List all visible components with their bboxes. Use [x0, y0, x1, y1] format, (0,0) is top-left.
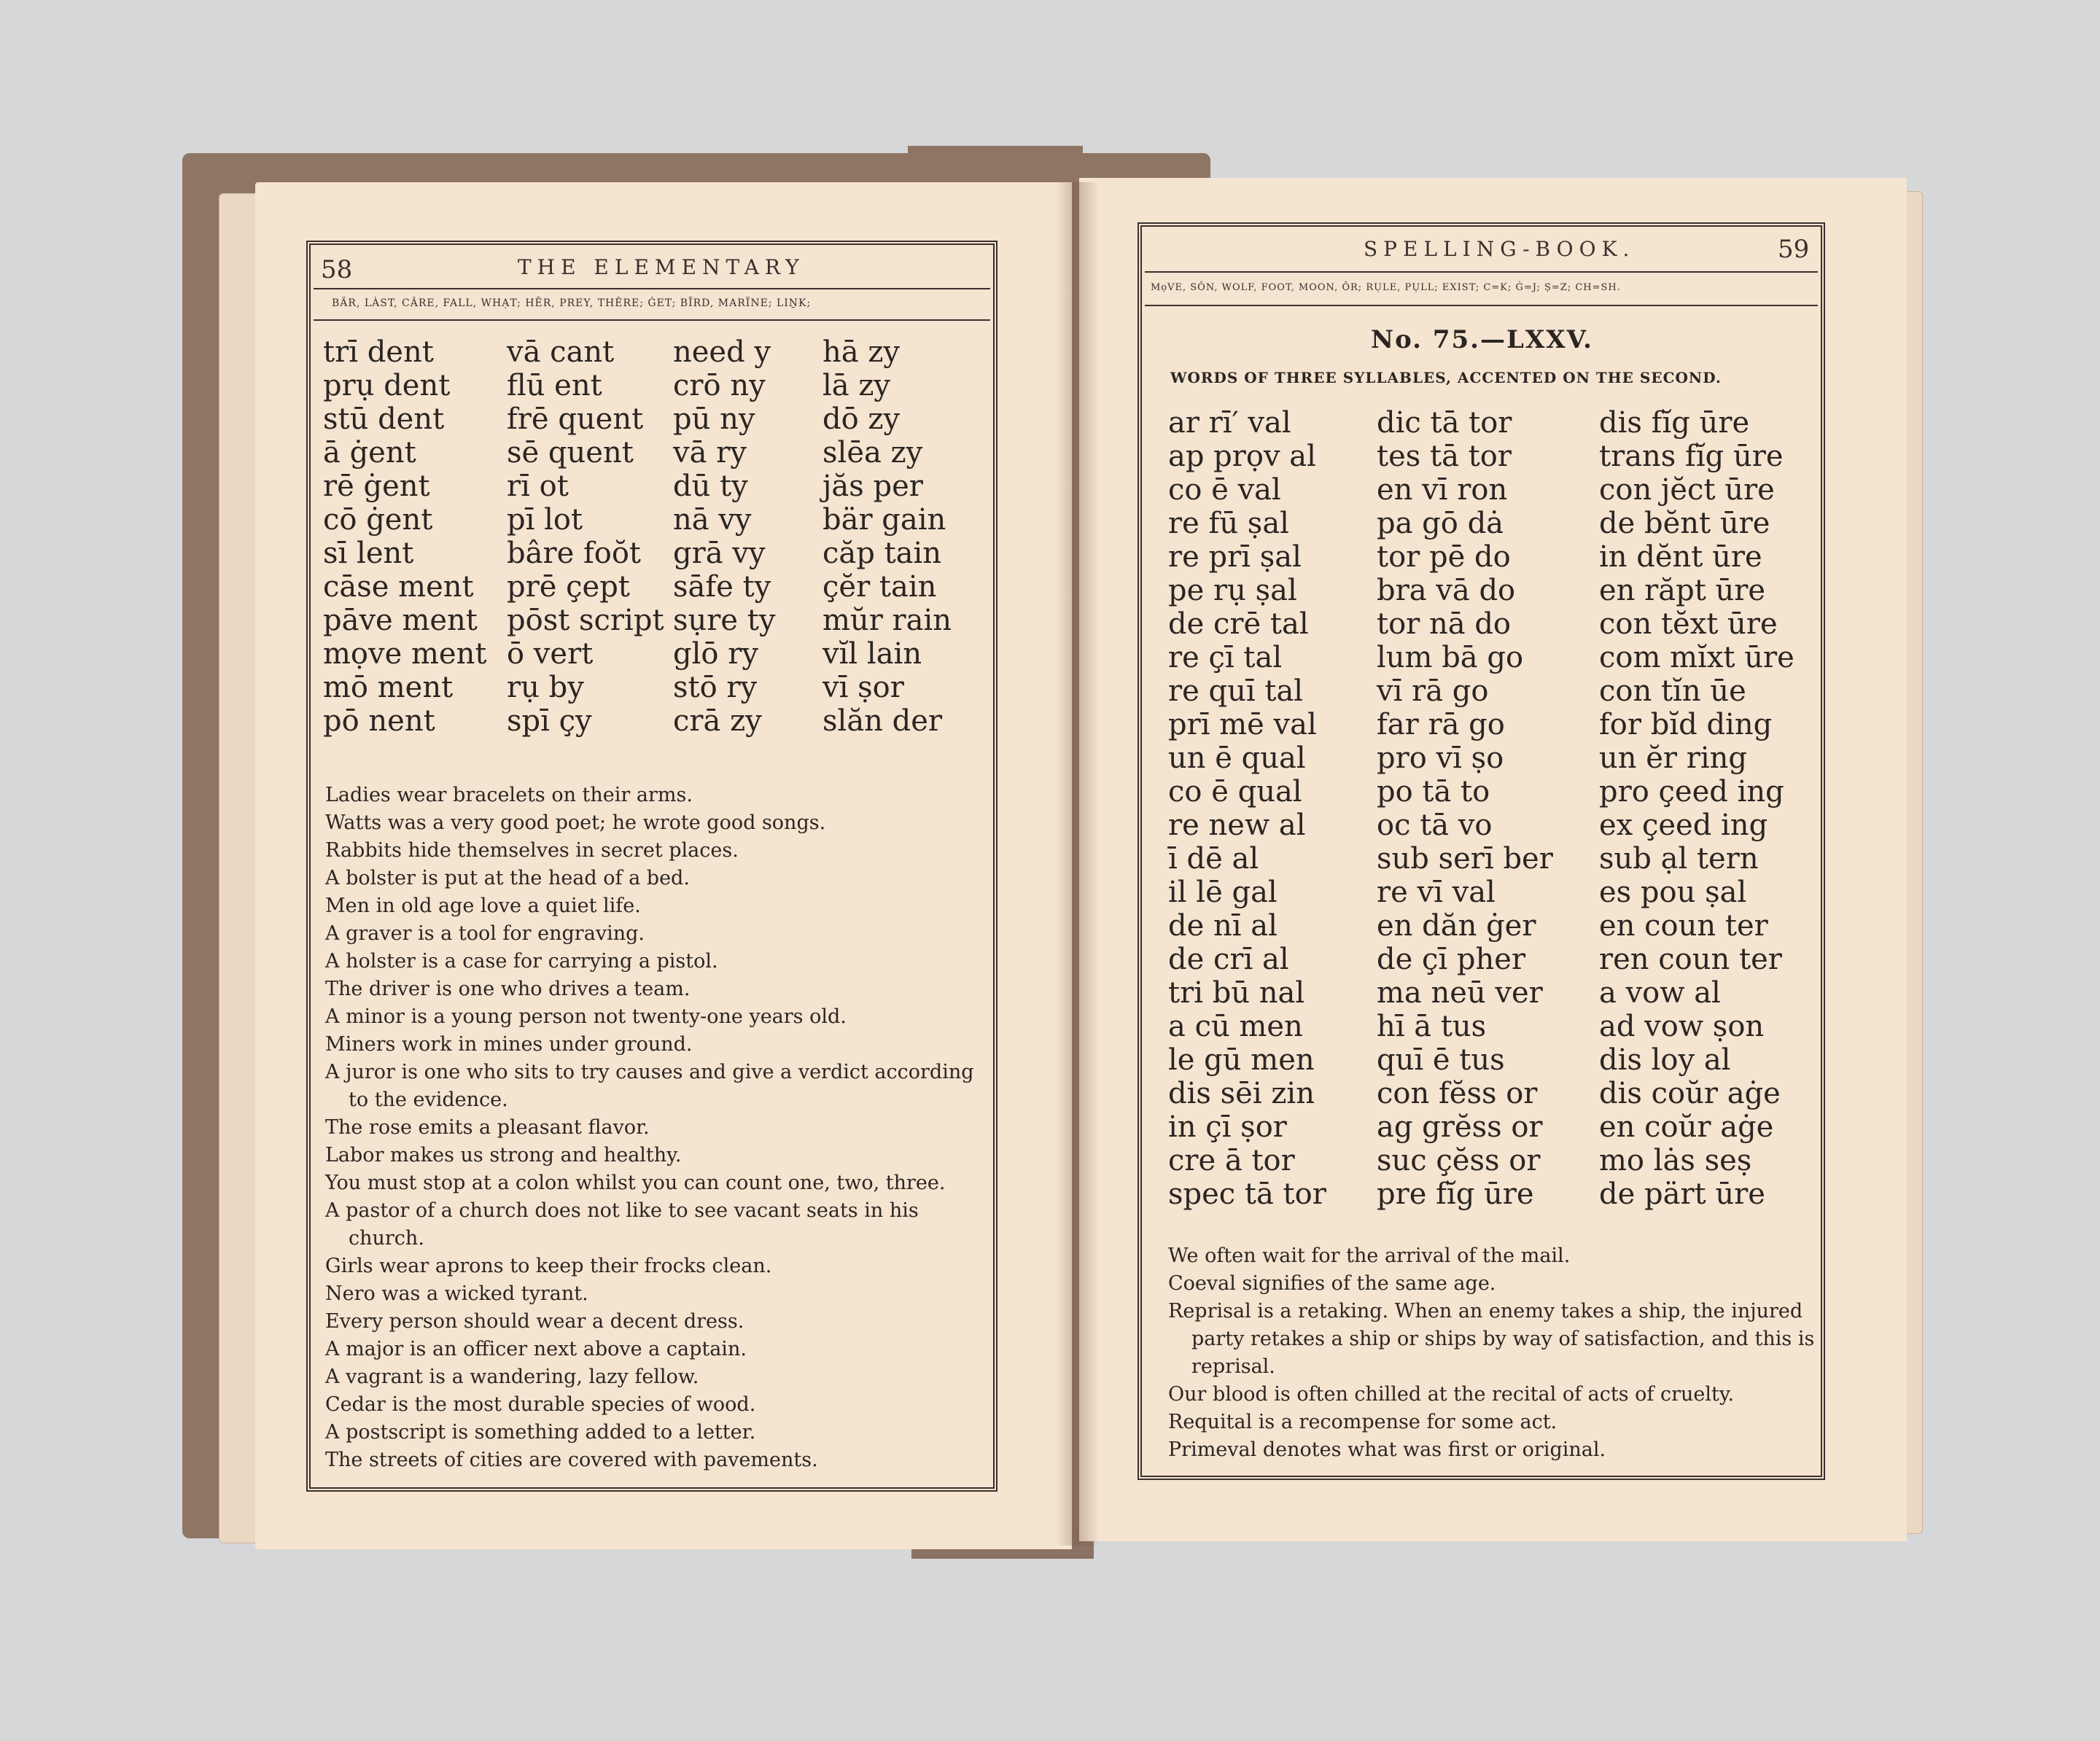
sentence: Primeval denotes what was first or original. [1168, 1438, 1606, 1461]
right-key-rule [1145, 305, 1818, 306]
word: com mĭxt ūre [1599, 641, 1794, 674]
sentence: Reprisal is a retaking. When an enemy takes a ship, the injured party retakes a ship or ships by way of satisfaction, and this is reprisal. [1168, 1300, 1815, 1378]
right-word-column-3 [1599, 406, 1794, 1211]
word: far rā go [1377, 708, 1505, 741]
right-word-column-1 [1168, 406, 1326, 1211]
word: ma neū ver [1377, 976, 1543, 1010]
word: bra vā do [1377, 574, 1516, 607]
word: po tā to [1377, 775, 1490, 809]
sentence: Watts was a very good poet; he wrote good songs. [325, 811, 826, 834]
word: re quī tal [1168, 674, 1304, 708]
word: dis fĭg ūre [1599, 406, 1750, 440]
sentence: Men in old age love a quiet life. [325, 895, 641, 917]
left-key-rule [314, 319, 990, 321]
word: de nī al [1168, 909, 1278, 943]
word: pī lot [507, 503, 583, 537]
word: trī dent [323, 335, 434, 369]
word: vī ṣor [822, 671, 904, 704]
word: pa gō dȧ [1377, 507, 1504, 540]
word: vā cant [507, 335, 615, 369]
word: rē ġent [323, 470, 430, 503]
word: cre ā tor [1168, 1144, 1295, 1177]
sentence: A vagrant is a wandering, lazy fellow. [325, 1366, 699, 1388]
word: slēa zy [822, 436, 923, 470]
word: pro vī ṣo [1377, 741, 1504, 775]
word: de çī pher [1377, 943, 1526, 976]
word: con jĕct ūre [1599, 473, 1775, 507]
word: tor nā do [1377, 607, 1512, 641]
word: rụ by [507, 671, 584, 704]
sentence: A pastor of a church does not like to see vacant seats in his church. [325, 1199, 919, 1250]
word: bär gain [822, 503, 946, 537]
word: glō ry [673, 637, 758, 671]
sentence: The rose emits a pleasant flavor. [325, 1116, 650, 1139]
sentence: A minor is a young person not twenty-one years old. [325, 1005, 847, 1028]
word: a cū men [1168, 1010, 1303, 1043]
word: vā ry [673, 436, 747, 470]
word: crā zy [673, 704, 762, 738]
word: hā zy [822, 335, 900, 369]
word: sub serī ber [1377, 842, 1553, 876]
sentence: Our blood is often chilled at the recital of acts of cruelty. [1168, 1383, 1735, 1406]
word: trans fĭg ūre [1599, 440, 1784, 473]
word: frē quent [507, 402, 644, 436]
word: sub ạl tern [1599, 842, 1759, 876]
word: dū ty [673, 470, 748, 503]
word: en coŭr aġe [1599, 1110, 1774, 1144]
word: in çī ṣor [1168, 1110, 1287, 1144]
sentence: Every person should wear a decent dress. [325, 1310, 744, 1333]
left-word-column-2 [507, 335, 664, 738]
word: need y [673, 335, 771, 369]
word: stū dent [323, 402, 445, 436]
sentence: A juror is one who sits to try causes and give a verdict according to the evidence. [325, 1061, 974, 1111]
word: pāve ment [323, 604, 478, 637]
left-running-title: THE ELEMENTARY [518, 255, 805, 279]
word: ex çeed ing [1599, 809, 1768, 842]
word: mọve ment [323, 637, 487, 671]
word: rī ot [507, 470, 569, 503]
sentence: Requital is a recompense for some act. [1168, 1411, 1558, 1433]
word: jăs per [822, 470, 923, 503]
sentence: Cedar is the most durable species of wood. [325, 1393, 756, 1416]
sentence: Labor makes us strong and healthy. [325, 1144, 682, 1166]
sentence: Miners work in mines under ground. [325, 1033, 693, 1056]
word: prī mē val [1168, 708, 1317, 741]
word: ar rī′ val [1168, 406, 1291, 440]
word: dis loy al [1599, 1043, 1731, 1077]
left-word-column-3 [673, 335, 775, 738]
word: suc çĕss or [1377, 1144, 1541, 1177]
sentence: Ladies wear bracelets on their arms. [325, 784, 693, 806]
word: vĭl lain [822, 637, 922, 671]
word: grā vy [673, 537, 766, 570]
right-header-rule [1145, 271, 1818, 273]
word: ā ġent [323, 436, 416, 470]
word: en dăn ġer [1377, 909, 1536, 943]
right-running-title: SPELLING-BOOK. [1364, 237, 1636, 261]
word: re çī tal [1168, 641, 1283, 674]
word: cō ġent [323, 503, 433, 537]
word: stō ry [673, 671, 758, 704]
word: bâre foŏt [507, 537, 642, 570]
word: pe rụ ṣal [1168, 574, 1297, 607]
left-header-rule [314, 288, 990, 289]
sentence: Rabbits hide themselves in secret places. [325, 839, 739, 862]
word: de pärt ūre [1599, 1177, 1765, 1211]
word: tri bū nal [1168, 976, 1305, 1010]
sentence: A bolster is put at the head of a bed. [325, 867, 690, 889]
word: cāse ment [323, 570, 474, 604]
left-pronunciation-key: BÄR, LÀST, CÂRE, FALL, WHẠT; HẼR, PREY, THÊRE; ĠET; BĨRD, MARÏNE; LIṈK; [332, 297, 812, 309]
word: mŭr rain [822, 604, 952, 637]
word: il lē gal [1168, 876, 1278, 909]
word: co ē val [1168, 473, 1281, 507]
word: con tĕxt ūre [1599, 607, 1778, 641]
left-word-column-4 [822, 335, 952, 738]
word: spī çy [507, 704, 592, 738]
word: re prī ṣal [1168, 540, 1302, 574]
word: sāfe ty [673, 570, 771, 604]
word: un ĕr ring [1599, 741, 1748, 775]
sentence: Girls wear aprons to keep their frocks clean. [325, 1255, 772, 1277]
word: slăn der [822, 704, 943, 738]
word: spec tā tor [1168, 1177, 1326, 1211]
word: in dĕnt ūre [1599, 540, 1762, 574]
right-pronunciation-key: MọVE, SÔN, WOLF, FOOT, MOON, ÔR; RỤLE, PỤLL; EXIST; C=K; Ġ=J; Ṣ=Z; CH=SH. [1151, 282, 1621, 293]
word: re new al [1168, 809, 1306, 842]
word: pū ny [673, 402, 755, 436]
lesson-number: No. 75.—LXXV. [1371, 325, 1593, 354]
word: crō ny [673, 369, 766, 402]
sentence: A postscript is something added to a letter. [325, 1421, 756, 1444]
right-sentences [1168, 1242, 1817, 1464]
word: ag grĕss or [1377, 1110, 1543, 1144]
word: re fū ṣal [1168, 507, 1289, 540]
sentence: Coeval signifies of the same age. [1168, 1272, 1496, 1295]
sentence: Nero was a wicked tyrant. [325, 1282, 588, 1305]
sentence: We often wait for the arrival of the mail. [1168, 1245, 1571, 1267]
word: ī dē al [1168, 842, 1259, 876]
word: dō zy [822, 402, 901, 436]
word: ren coun ter [1599, 943, 1782, 976]
word: tes tā tor [1377, 440, 1512, 473]
word: prụ dent [323, 369, 451, 402]
word: con fĕss or [1377, 1077, 1538, 1110]
word: ad vow ṣon [1599, 1010, 1765, 1043]
sentence: The driver is one who drives a team. [325, 978, 691, 1000]
word: pre fĭg ūre [1377, 1177, 1534, 1211]
right-word-column-2 [1377, 406, 1553, 1211]
word: vī rā go [1377, 674, 1489, 708]
word: dis coŭr aġe [1599, 1077, 1781, 1110]
word: de crē tal [1168, 607, 1309, 641]
word: es pou ṣal [1599, 876, 1747, 909]
word: pōst script [507, 604, 664, 637]
sentence: You must stop at a colon whilst you can count one, two, three. [325, 1172, 946, 1194]
word: quī ē tus [1377, 1043, 1505, 1077]
word: sụre ty [673, 604, 776, 637]
word: oc tā vo [1377, 809, 1493, 842]
word: hī ā tus [1377, 1010, 1487, 1043]
word: en coun ter [1599, 909, 1768, 943]
word: con tĭn ūe [1599, 674, 1746, 708]
word: sī lent [323, 537, 414, 570]
sentence: A holster is a case for carrying a pistol. [325, 950, 718, 973]
sentence: A major is an officer next above a captain. [325, 1338, 747, 1360]
word: flū ent [507, 369, 602, 402]
word: mo lȧs seṣ [1599, 1144, 1752, 1177]
word: pō nent [323, 704, 435, 738]
word: de crī al [1168, 943, 1289, 976]
word: dic tā tor [1377, 406, 1512, 440]
word: nā vy [673, 503, 752, 537]
sentence: The streets of cities are covered with pavements. [325, 1449, 818, 1471]
word: co ē qual [1168, 775, 1302, 809]
left-word-column-1 [323, 335, 486, 738]
word: re vī val [1377, 876, 1496, 909]
word: en răpt ūre [1599, 574, 1766, 607]
word: for bĭd ding [1599, 708, 1773, 741]
word: le gū men [1168, 1043, 1315, 1077]
word: dis sēi zin [1168, 1077, 1315, 1110]
word: mō ment [323, 671, 454, 704]
word: tor pē do [1377, 540, 1511, 574]
word: căp tain [822, 537, 942, 570]
left-page-number: 58 [321, 255, 353, 284]
word: pro çeed ing [1599, 775, 1784, 809]
left-sentences [325, 782, 985, 1474]
word: a vow al [1599, 976, 1721, 1010]
word: sē quent [507, 436, 634, 470]
word: prē çept [507, 570, 630, 604]
word: lum bā go [1377, 641, 1524, 674]
right-page-number: 59 [1778, 235, 1810, 264]
word: ō vert [507, 637, 594, 671]
word: en vī ron [1377, 473, 1508, 507]
word: de bĕnt ūre [1599, 507, 1770, 540]
book-spine-top [908, 146, 1083, 175]
word: çĕr tain [822, 570, 937, 604]
sentence: A graver is a tool for engraving. [325, 922, 645, 945]
word: un ē qual [1168, 741, 1306, 775]
word: lā zy [822, 369, 891, 402]
book-gutter [1056, 182, 1100, 1546]
word: ap prọv al [1168, 440, 1316, 473]
lesson-subtitle: WORDS OF THREE SYLLABLES, ACCENTED ON THE SECOND. [1170, 369, 1722, 386]
